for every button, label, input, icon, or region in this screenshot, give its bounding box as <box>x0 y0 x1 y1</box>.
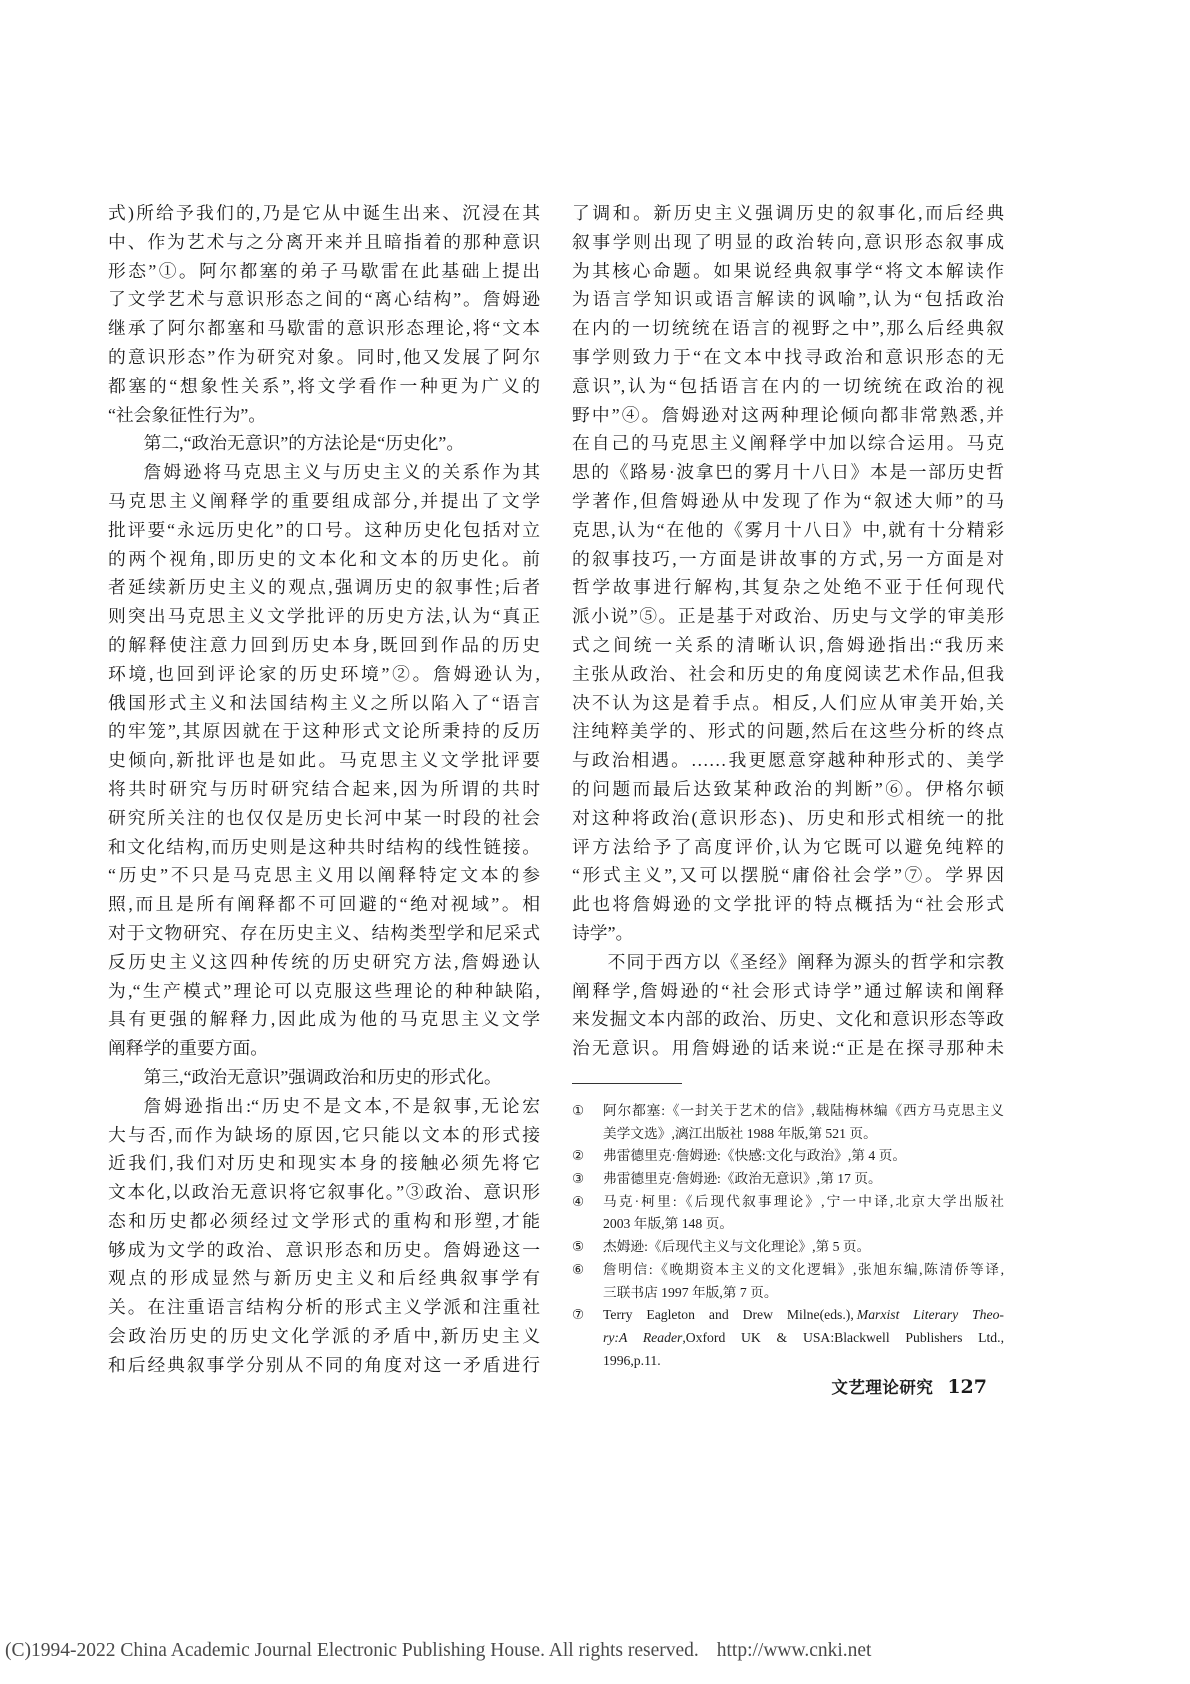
text-line: 研究所关注的也仅仅是历史长河中某一时段的社会 <box>108 807 540 828</box>
section-heading-line: 第三,“政治无意识”强调政治和历史的形式化。 <box>143 1066 502 1087</box>
footnote-text: 詹明信:《晚期资本主义的文化逻辑》,张旭东编,陈清侨等译, <box>603 1261 1004 1277</box>
text-line: “社会象征性行为”。 <box>108 404 267 425</box>
text-line: 反历史主义这四种传统的历史研究方法,詹姆逊认 <box>108 951 540 972</box>
text-line: 在内的一切统统在语言的视野之中”,那么后经典叙 <box>572 318 1004 339</box>
footnote-line <box>572 1282 1004 1305</box>
text-line: 者延续新历史主义的观点,强调历史的叙事性;后者 <box>108 577 540 598</box>
text-line: “形式主义”,又可以摆脱“庸俗社会学”⑦。学界因 <box>572 865 1004 886</box>
text-line: 意识”,认为“包括语言在内的一切统统在政治的视 <box>572 375 1004 396</box>
text-line: 马克思主义阐释学的重要组成部分,并提出了文学 <box>108 490 540 511</box>
text-line: 对于文物研究、存在历史主义、结构类型学和尼采式 <box>108 922 540 943</box>
text-line: 为语言学知识或语言解读的讽喻”,认为“包括政治 <box>572 289 1004 310</box>
journal-name: 文艺理论研究 <box>831 1378 934 1397</box>
text-line: 照,而且是所有阐释都不可回避的“绝对视域”。相 <box>108 894 540 915</box>
text-line: 文本化,以政治无意识将它叙事化。”③政治、意识形 <box>108 1182 540 1203</box>
footnote-marker-spacer <box>572 1123 603 1146</box>
footnote-text: 三联书店 1997 年版,第 7 页。 <box>603 1284 778 1300</box>
footnote-marker: ⑦ <box>572 1307 585 1323</box>
text-line: 关。在注重语言结构分析的形式主义学派和注重社 <box>108 1297 540 1318</box>
paragraph <box>108 1063 540 1092</box>
footnote-text: 弗雷德里克·詹姆逊:《快感:文化与政治》,第 4 页。 <box>603 1148 907 1164</box>
footnote-line <box>572 1304 1004 1327</box>
text-line: 史倾向,新批评也是如此。马克思主义文学批评要 <box>108 750 540 771</box>
text-line: 诗学”。 <box>572 922 634 943</box>
text-line: 克思,认为“在他的《雾月十八日》中,就有十分精彩 <box>572 519 1004 540</box>
footnote-text: 阿尔都塞:《一封关于艺术的信》,载陆梅林编《西方马克思主义 <box>603 1103 1004 1118</box>
text-line: 和文化结构,而历史则是这种共时结构的线性链接。 <box>108 836 540 857</box>
paragraph <box>108 199 540 429</box>
copyright-notice <box>5 1639 871 1663</box>
footnote-text: 杰姆逊:《后现代主义与文化理论》,第 5 页。 <box>603 1239 871 1255</box>
text-line: 的叙事技巧,一方面是讲故事的方式,另一方面是对 <box>572 548 1004 569</box>
text-line: 的解释使注意力回到历史本身,既回到作品的历史 <box>108 634 540 655</box>
text-line: 的意识形态”作为研究对象。同时,他又发展了阿尔 <box>108 346 540 367</box>
footnote-item <box>572 1145 1004 1168</box>
footnote-marker: ④ <box>572 1193 585 1209</box>
text-line: 了调和。新历史主义强调历史的叙事化,而后经典 <box>572 203 1004 223</box>
text-line: 为其核心命题。如果说经典叙事学“将文本解读作 <box>572 260 1004 281</box>
footnote-text <box>603 1327 1004 1350</box>
text-line: 来发掘文本内部的政治、历史、文化和意识形态等政 <box>572 1009 1004 1030</box>
text-line: 具有更强的解释力,因此成为他的马克思主义文学 <box>108 1009 540 1030</box>
text-line: 阐释学的重要方面。 <box>108 1038 269 1059</box>
text-line: 近我们,我们对历史和现实本身的接触必须先将它 <box>108 1153 540 1174</box>
footnote-marker: ⑤ <box>572 1239 585 1255</box>
footnote-rule <box>572 1083 682 1084</box>
cnki-url: http://www.cnki.net <box>716 1640 872 1661</box>
footnote-line <box>572 1327 1004 1350</box>
text-line: 评方法给予了高度评价,认为它既可以避免纯粹的 <box>572 836 1004 857</box>
text-line: 态和历史都必须经过文学形式的重构和形塑,才能 <box>108 1210 540 1231</box>
text-line: 形态”①。阿尔都塞的弟子马歇雷在此基础上提出 <box>108 260 540 281</box>
footnote-marker-spacer <box>572 1350 603 1373</box>
footnote-marker-spacer <box>572 1213 603 1236</box>
footnote-line <box>572 1350 1004 1373</box>
text-line: 都塞的“想象性关系”,将文学看作一种更为广义的 <box>108 375 540 396</box>
text-line: 哲学故事进行解构,其复杂之处绝不亚于任何现代 <box>572 577 1004 598</box>
text-line: 大与否,而作为缺场的原因,它只能以文本的形式接 <box>108 1124 540 1145</box>
footnote-text-segment: Terry Eagleton and Drew Milne(eds.), <box>603 1307 854 1323</box>
text-line: 决不认为这是着手点。相反,人们应从审美开始,关 <box>572 692 1004 713</box>
paragraph <box>108 1092 540 1380</box>
footnote-text: 弗雷德里克·詹姆逊:《政治无意识》,第 17 页。 <box>603 1171 882 1187</box>
paragraph <box>108 429 540 458</box>
text-line: 学著作,但詹姆逊从中发现了作为“叙述大师”的马 <box>572 490 1004 511</box>
footnote-line <box>572 1123 1004 1146</box>
text-line: 不同于西方以《圣经》阐释为源头的哲学和宗教 <box>607 951 1004 972</box>
footnote-text <box>603 1304 1004 1327</box>
text-line: 主张从政治、社会和历史的角度阅读艺术作品,但我 <box>572 663 1004 684</box>
text-line: 环境,也回到评论家的历史环境”②。詹姆逊认为, <box>108 663 540 684</box>
text-line: 的牢笼”,其原因就在于这种形式文论所秉持的反历 <box>108 721 540 742</box>
footnote-marker-spacer <box>572 1327 603 1350</box>
text-line: 治无意识。用詹姆逊的话来说:“正是在探寻那种未 <box>572 1038 1004 1059</box>
footnote-marker-spacer <box>572 1282 603 1305</box>
text-line: 将共时研究与历时研究结合起来,因为所谓的共时 <box>108 778 540 799</box>
text-line: 批评要“永远历史化”的口号。这种历史化包括对立 <box>108 519 540 540</box>
text-line: 和后经典叙事学分别从不同的角度对这一矛盾进行 <box>108 1354 540 1375</box>
footnote-text: 2003 年版,第 148 页。 <box>603 1216 734 1232</box>
text-line: 中、作为艺术与之分离开来并且暗指着的那种意识 <box>108 231 540 252</box>
text-line: 詹姆逊指出:“历史不是文本,不是叙事,无论宏 <box>143 1095 540 1116</box>
text-line: 注纯粹美学的、形式的问题,然后在这些分析的终点 <box>572 721 1004 742</box>
right-column <box>572 199 1004 1063</box>
text-line: 继承了阿尔都塞和马歇雷的意识形态理论,将“文本 <box>108 318 540 339</box>
footnote-line <box>572 1100 1004 1123</box>
footnote-item <box>572 1100 1004 1145</box>
paragraph <box>572 199 1004 948</box>
text-line: “历史”不只是马克思主义用以阐释特定文本的参 <box>108 865 540 886</box>
page-number: 127 <box>947 1376 987 1398</box>
book-title-italic: Marxist Literary Theo- <box>856 1307 1004 1323</box>
copyright-text: (C)1994-2022 China Academic Journal Electronic Publishing House. All rights reserved. <box>5 1640 699 1661</box>
text-line: 会政治历史的历史文化学派的矛盾中,新历史主义 <box>108 1326 540 1347</box>
section-heading-line: 第二,“政治无意识”的方法论是“历史化”。 <box>143 433 465 454</box>
footnote-item <box>572 1304 1004 1372</box>
text-line: 为,“生产模式”理论可以克服这些理论的种种缺陷, <box>108 980 540 1001</box>
footnote-marker: ⑥ <box>572 1261 585 1277</box>
footnote-line <box>572 1259 1004 1282</box>
footnote-line <box>572 1236 1004 1259</box>
footnote-item <box>572 1259 1004 1304</box>
footnote-marker: ③ <box>572 1171 585 1187</box>
text-line: 思的《路易·波拿巴的雾月十八日》本是一部历史哲 <box>572 462 1004 483</box>
text-line: 观点的形成显然与新历史主义和后经典叙事学有 <box>108 1268 540 1289</box>
text-line: 野中”④。詹姆逊对这两种理论倾向都非常熟悉,并 <box>572 404 1004 425</box>
footnote-item <box>572 1168 1004 1191</box>
paragraph <box>572 948 1004 1063</box>
left-column <box>108 199 540 1380</box>
text-line: 了文学艺术与意识形态之间的“离心结构”。詹姆逊 <box>108 289 540 310</box>
text-line: 式)所给予我们的,乃是它从中诞生出来、沉浸在其 <box>108 203 540 223</box>
footnote-item <box>572 1191 1004 1236</box>
paragraph <box>108 458 540 1063</box>
text-line: 的两个视角,即历史的文本化和文本的历史化。前 <box>108 548 540 569</box>
text-line: 叙事学则出现了明显的政治转向,意识形态叙事成 <box>572 231 1004 252</box>
footnote-line <box>572 1191 1004 1214</box>
footnote-line <box>572 1145 1004 1168</box>
text-line: 事学则致力于“在文本中找寻政治和意识形态的无 <box>572 346 1004 367</box>
footnote-text: 马克·柯里:《后现代叙事理论》,宁一中译,北京大学出版社 <box>603 1193 1004 1209</box>
footnote-text: 1996,p.11. <box>603 1352 661 1368</box>
footnote-line <box>572 1213 1004 1236</box>
text-line: 式之间统一关系的清晰认识,詹姆逊指出:“我历来 <box>572 634 1004 655</box>
footnote-text-segment: ,Oxford UK & USA:Blackwell Publishers Ltd., <box>682 1329 1004 1345</box>
footnote-marker: ② <box>572 1148 585 1164</box>
footnotes <box>572 1100 1004 1372</box>
footnote-line <box>572 1168 1004 1191</box>
footnote-marker: ① <box>572 1103 585 1118</box>
text-line: 在自己的马克思主义阐释学中加以综合运用。马克 <box>572 433 1004 454</box>
text-line: 与政治相遇。……我更愿意穿越种种形式的、美学 <box>572 750 1004 771</box>
footnote-item <box>572 1236 1004 1259</box>
book-title-italic: ry:A Reader <box>603 1329 683 1345</box>
text-line: 则突出马克思主义文学批评的历史方法,认为“真正 <box>108 606 540 627</box>
text-line: 俄国形式主义和法国结构主义之所以陷入了“语言 <box>108 692 540 713</box>
text-line: 的问题而最后达致某种政治的判断”⑥。伊格尔顿 <box>572 778 1004 799</box>
text-line: 此也将詹姆逊的文学批评的特点概括为“社会形式 <box>572 894 1004 915</box>
text-line: 阐释学,詹姆逊的“社会形式诗学”通过解读和阐释 <box>572 980 1004 1001</box>
text-line: 对这种将政治(意识形态)、历史和形式相统一的批 <box>572 807 1004 828</box>
text-line: 够成为文学的政治、意识形态和历史。詹姆逊这一 <box>108 1239 540 1260</box>
text-line: 派小说”⑤。正是基于对政治、历史与文学的审美形 <box>572 606 1004 627</box>
footnote-text: 美学文选》,漓江出版社 1988 年版,第 521 页。 <box>603 1125 877 1141</box>
page-footer <box>831 1374 987 1400</box>
text-line: 詹姆逊将马克思主义与历史主义的关系作为其 <box>143 462 540 483</box>
